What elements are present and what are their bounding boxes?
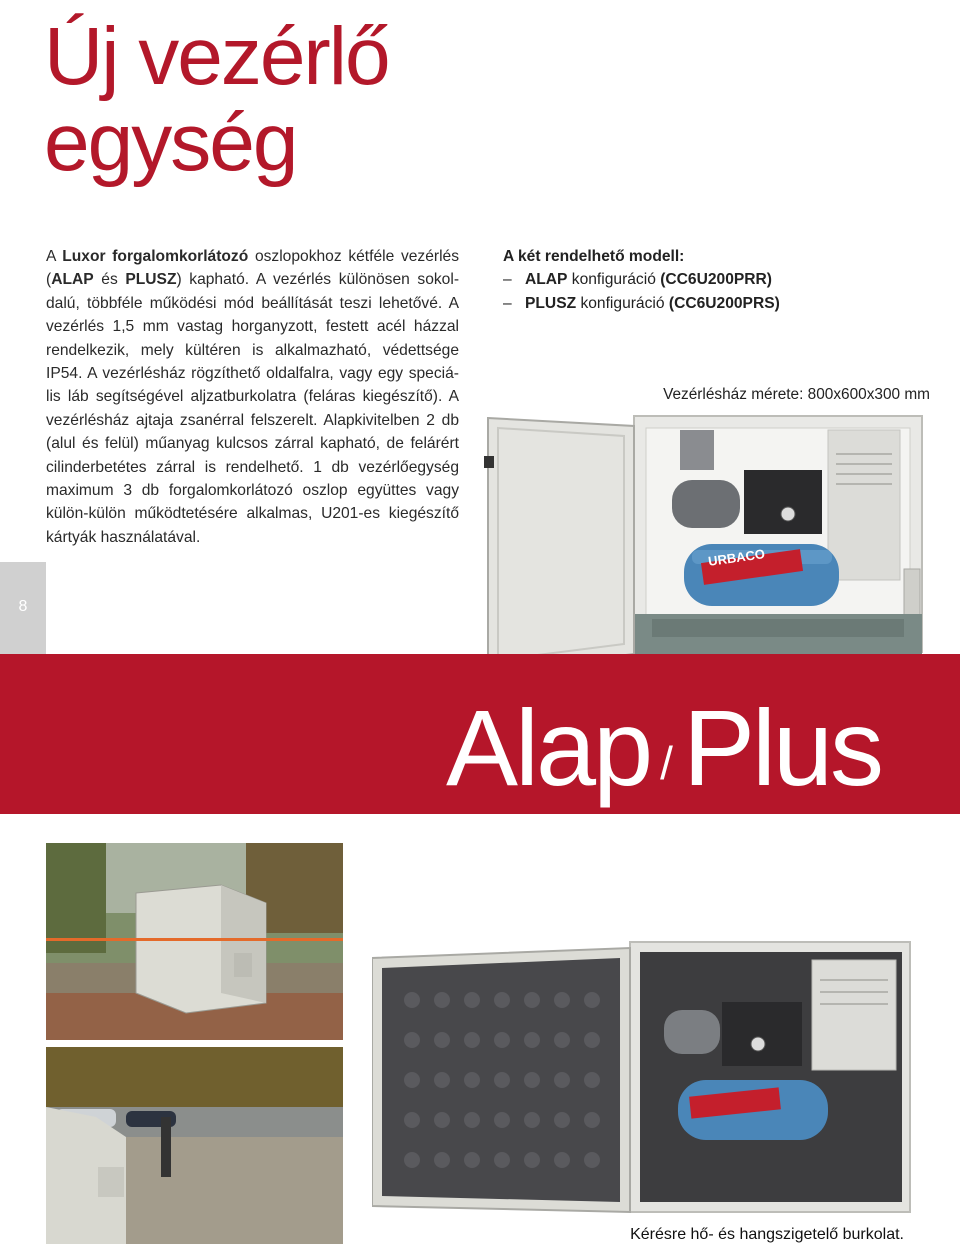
band-right: Plus: [682, 687, 882, 808]
cabinet-insulated-photo: [372, 940, 912, 1222]
plusz-label: PLUSZ: [125, 271, 177, 289]
outdoor-photo-park: [46, 843, 343, 1040]
brand-name: Luxor forgalomkorlátozó: [62, 248, 249, 265]
intro-text: és: [93, 271, 126, 289]
cabinet-open-photo: [484, 414, 924, 684]
outdoor-photo-street: [46, 1047, 343, 1244]
bottom-caption: Kérésre hő- és hangszigetelő burkolat.: [630, 1226, 904, 1243]
band-left: Alap: [446, 687, 651, 808]
dash: –: [503, 294, 512, 312]
model-code: (CC6U200PRS): [668, 294, 780, 312]
model-label: konfiguráció: [567, 271, 661, 289]
dash: –: [503, 271, 512, 289]
size-caption: Vezérlésház mérete: 800x600x300 mm: [663, 386, 930, 403]
intro-paragraph: [46, 245, 459, 549]
intro-text: A: [46, 248, 63, 265]
page-title: [44, 11, 464, 188]
intro-text: oszlopokhoz kétféle vezérlés (: [46, 248, 460, 289]
model-name: ALAP: [525, 271, 568, 289]
compressor-label: URBACO: [707, 546, 766, 569]
intro-text: ) kapható. A vezérlés különösen sokoldalú, többféle működési mód beállítását teszi lehetővé. A vezérlés 1,5 mm vastag horganyzott, festett acél házzal rendelkezik, mely kültéren is alkalmazható, védettsége IP54. A vezérlésház rögzíthető oldalfalra, vagy egy speciális láb segítségével aljzatburkolatra (feláras kiegészítő). A vezérlésház ajtaja zsanérral felszerelt. Alapkivitelben 2 db (alul és felül) műanyag kulcsos zárral kapható, de felárért cilinderbetétes zárral is rendelhető. 1 db vezérlőegység maximum 3 db forgalomkorlátozó oszlop együttes vagy külön-külön működtetésére alkalmas, U201-es kiegészítő kártyák használatával.: [46, 271, 460, 546]
title-line-2: egység: [44, 97, 297, 188]
models-heading: A két rendelhető modell:: [503, 248, 685, 265]
band-slash: /: [660, 737, 673, 789]
section-heading: [446, 688, 881, 823]
cabinet-open-illustration: [484, 414, 924, 684]
title-line-1: Új vezérlő: [44, 11, 389, 102]
model-item-plusz: [503, 292, 923, 315]
model-name: PLUSZ: [525, 294, 577, 312]
models-list: [503, 245, 923, 315]
model-item-alap: [503, 268, 923, 291]
page-number: 8: [18, 598, 28, 615]
model-label: konfiguráció: [576, 294, 669, 312]
model-code: (CC6U200PRR): [660, 271, 772, 289]
alap-label: ALAP: [51, 271, 94, 289]
